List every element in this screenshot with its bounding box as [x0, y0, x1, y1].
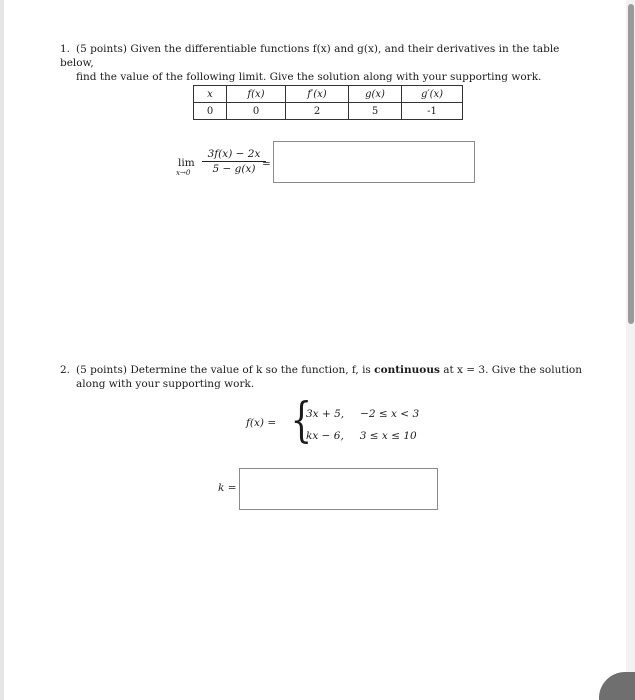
table-cell: -1	[402, 103, 463, 120]
table-header-cell: g′(x)	[402, 86, 463, 103]
question-2	[60, 363, 585, 391]
case-2	[306, 430, 417, 442]
table-cell: 5	[349, 103, 402, 120]
limit-subscript: x→0	[176, 169, 191, 177]
limit-numerator: 3f(x) − 2x	[202, 148, 266, 162]
question-2-line-1	[60, 363, 585, 377]
limit-lim: lim	[178, 157, 195, 169]
scrollbar-thumb[interactable]	[628, 4, 634, 324]
limit-denominator: 5 − g(x)	[212, 163, 256, 175]
case-1	[306, 408, 419, 420]
limit-fraction	[202, 148, 266, 175]
answer-box-2[interactable]	[239, 468, 438, 510]
k-label: k =	[218, 482, 237, 494]
case-2-condition: 3 ≤ x ≤ 10	[359, 430, 417, 442]
function-lhs: f(x) =	[246, 417, 277, 429]
corner-overlay	[599, 672, 635, 700]
question-1-line-1	[60, 42, 585, 70]
table-row	[194, 103, 463, 120]
case-1-condition: −2 ≤ x < 3	[360, 408, 420, 420]
left-brace: {	[290, 392, 312, 448]
table-header-cell: f′(x)	[286, 86, 349, 103]
question-2-number: 2.	[60, 364, 71, 376]
question-1-number: 1.	[60, 43, 71, 55]
table-header-cell: g(x)	[349, 86, 402, 103]
case-2-expr: kx − 6,	[306, 430, 344, 442]
question-1	[60, 42, 585, 84]
table-cell: 0	[194, 103, 227, 120]
question-2-text-1b: at x = 3. Give the solution	[439, 364, 583, 376]
question-1-text-2: find the value of the following limit. Give the solution along with your supporting work.	[76, 71, 542, 83]
table-header-cell: f(x)	[227, 86, 286, 103]
question-2-text-1a: (5 points) Determine the value of k so the function, f, is	[76, 364, 375, 376]
case-1-expr: 3x + 5,	[306, 408, 345, 420]
limit-equals: =	[262, 158, 271, 170]
table-cell: 0	[227, 103, 286, 120]
table-cell: 2	[286, 103, 349, 120]
question-1-text-1: (5 points) Given the differentiable functions f(x) and g(x), and their derivatives in the table below,	[60, 43, 560, 69]
scrollbar-track[interactable]	[626, 0, 635, 700]
question-2-bold-word: continuous	[374, 364, 440, 376]
values-table	[193, 85, 463, 120]
table-header-cell: x	[194, 86, 227, 103]
table-header-row	[194, 86, 463, 103]
question-2-text-2: along with your supporting work.	[76, 378, 255, 390]
answer-box-1[interactable]	[273, 141, 475, 183]
page-edge	[0, 0, 4, 700]
